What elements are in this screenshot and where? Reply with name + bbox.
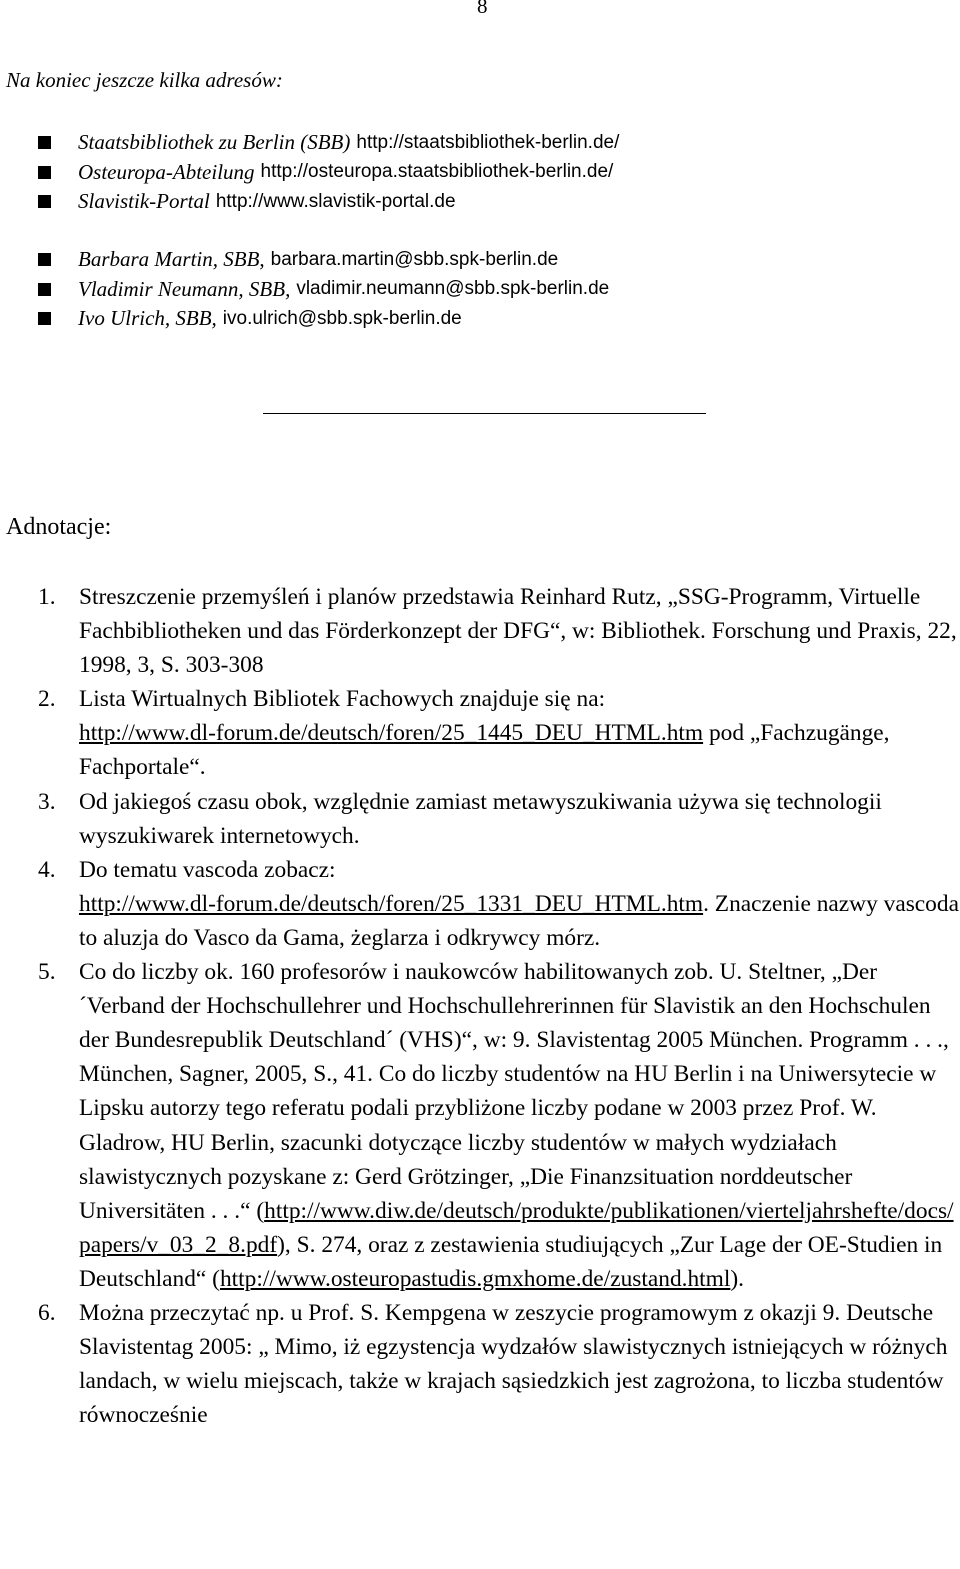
link-label: Staatsbibliothek zu Berlin (SBB) (78, 130, 351, 155)
footnote-text: Streszczenie przemyśleń i planów przedstawia Reinhard Rutz, „SSG-Programm, Virtuelle Fachbibliotheken und das Förderkonzept der DFG“, w: Bibliothek. Forschung und Praxis, 22, 1998, 3, S. 303-308 (79, 584, 957, 679)
footnote-text: ). (730, 1265, 745, 1292)
footnote-link[interactable]: http://www.dl-forum.de/deutsch/foren/25_1445_DEU_HTML.htm (79, 720, 704, 747)
footnote-item (38, 682, 960, 784)
footnote-text: ), S. 274, oraz z zestawienia studiujących „Zur Lage der OE-Studien in Deutschland“ ( (79, 1231, 943, 1292)
footnote-link[interactable]: http://www.dl-forum.de/deutsch/foren/25_1331_DEU_HTML.htm (79, 890, 704, 917)
footnote-text: pod „Fachzugänge, Fachportale“. (79, 720, 890, 781)
contact-email[interactable]: ivo.ulrich@sbb.spk-berlin.de (222, 307, 462, 329)
footnote-text: Można przeczytać np. u Prof. S. Kempgena w zeszycie programowym z okazji 9. Deutsche Slavistentag 2005: „ Mimo, iż egzystencja wydzałów slawistycznych istniejących w różnych landach, w wielu miejscach, także w krajach sąsiedzkich jest zagrożona, to liczba studentów równocześnie (79, 1299, 948, 1429)
square-bullet-icon (38, 166, 51, 179)
contact-name: Barbara Martin, SBB, (78, 247, 265, 272)
link-url[interactable]: http://www.slavistik-portal.de (215, 190, 456, 212)
footnote-link[interactable]: http://www.diw.de/deutsch/produkte/publikationen/vierteljahrshefte/docs/papers/v_03_2_8.pdf (79, 1197, 954, 1258)
list-item (38, 304, 609, 334)
footnote-link[interactable]: http://www.osteuropastudis.gmxhome.de/zustand.html (219, 1265, 731, 1292)
footnote-item (38, 1296, 960, 1432)
addresses-heading: Na koniec jeszcze kilka adresów: (6, 68, 283, 92)
footnote-number: 4. (38, 856, 56, 883)
link-url[interactable]: http://staatsbibliothek-berlin.de/ (356, 131, 620, 153)
list-item (38, 187, 619, 217)
contact-name: Vladimir Neumann, SBB, (78, 276, 291, 301)
square-bullet-icon (38, 195, 51, 208)
footnote-separator (263, 413, 706, 414)
footnote-number: 3. (38, 788, 56, 815)
square-bullet-icon (38, 312, 51, 325)
footnote-text: Od jakiegoś czasu obok, względnie zamiast metawyszukiwania używa się technologii wyszukiwarek internetowych. (79, 788, 882, 849)
footnote-number: 2. (38, 686, 56, 713)
contact-list (38, 245, 609, 334)
footnote-text: Do tematu vascoda zobacz: (79, 856, 336, 883)
footnote-item (38, 955, 960, 1296)
list-item (38, 275, 609, 305)
list-item (38, 245, 609, 275)
square-bullet-icon (38, 136, 51, 149)
link-url[interactable]: http://osteuropa.staatsbibliothek-berlin.de/ (260, 161, 614, 183)
contact-email[interactable]: vladimir.neumann@sbb.spk-berlin.de (296, 278, 610, 300)
footnote-number: 6. (38, 1299, 56, 1326)
footnote-text: Lista Wirtualnych Bibliotek Fachowych znajduje się na: (79, 686, 606, 713)
list-item (38, 128, 619, 158)
footnote-item (38, 853, 960, 955)
contact-name: Ivo Ulrich, SBB, (78, 306, 217, 331)
footnote-item (38, 580, 960, 682)
footnote-text: Co do liczby ok. 160 profesorów i naukowców habilitowanych zob. U. Steltner, „Der ´Verband der Hochschullehrer und Hochschullehrerinnen für Slavistik an den Hochschulen der Bundesrepublik Deutschland´ (VHS)“, w: 9. Slavistentag 2005 München. Programm . . ., München, Sagner, 2005, S., 41. Co do liczby studentów na HU Berlin i na Uniwersytecie w Lipsku autorzy tego referatu podali przybliżone liczby podane w 2003 przez Prof. W. Gladrow, HU Berlin, szacunki dotyczące liczby studentów w małych wydziałach slawistycznych pozyskane z: Gerd Grötzinger, „Die Finanzsituation norddeutscher Universitäten . . .“ ( (79, 959, 949, 1224)
annotations-heading: Adnotacje: (6, 514, 112, 540)
contact-email[interactable]: barbara.martin@sbb.spk-berlin.de (270, 248, 559, 270)
link-label: Slavistik-Portal (78, 189, 210, 214)
footnote-item (38, 785, 960, 853)
list-item (38, 158, 619, 188)
annotations-list (38, 580, 960, 1432)
footnote-text: . Znaczenie nazwy vascoda to aluzja do Vasco da Gama, żeglarza i odkrywcy mórz. (79, 890, 959, 951)
footnote-number: 1. (38, 584, 56, 610)
square-bullet-icon (38, 283, 51, 296)
page-number: 8 (477, 0, 488, 18)
square-bullet-icon (38, 253, 51, 266)
footnote-number: 5. (38, 959, 56, 986)
link-label: Osteuropa-Abteilung (78, 159, 255, 184)
address-list (38, 128, 619, 217)
